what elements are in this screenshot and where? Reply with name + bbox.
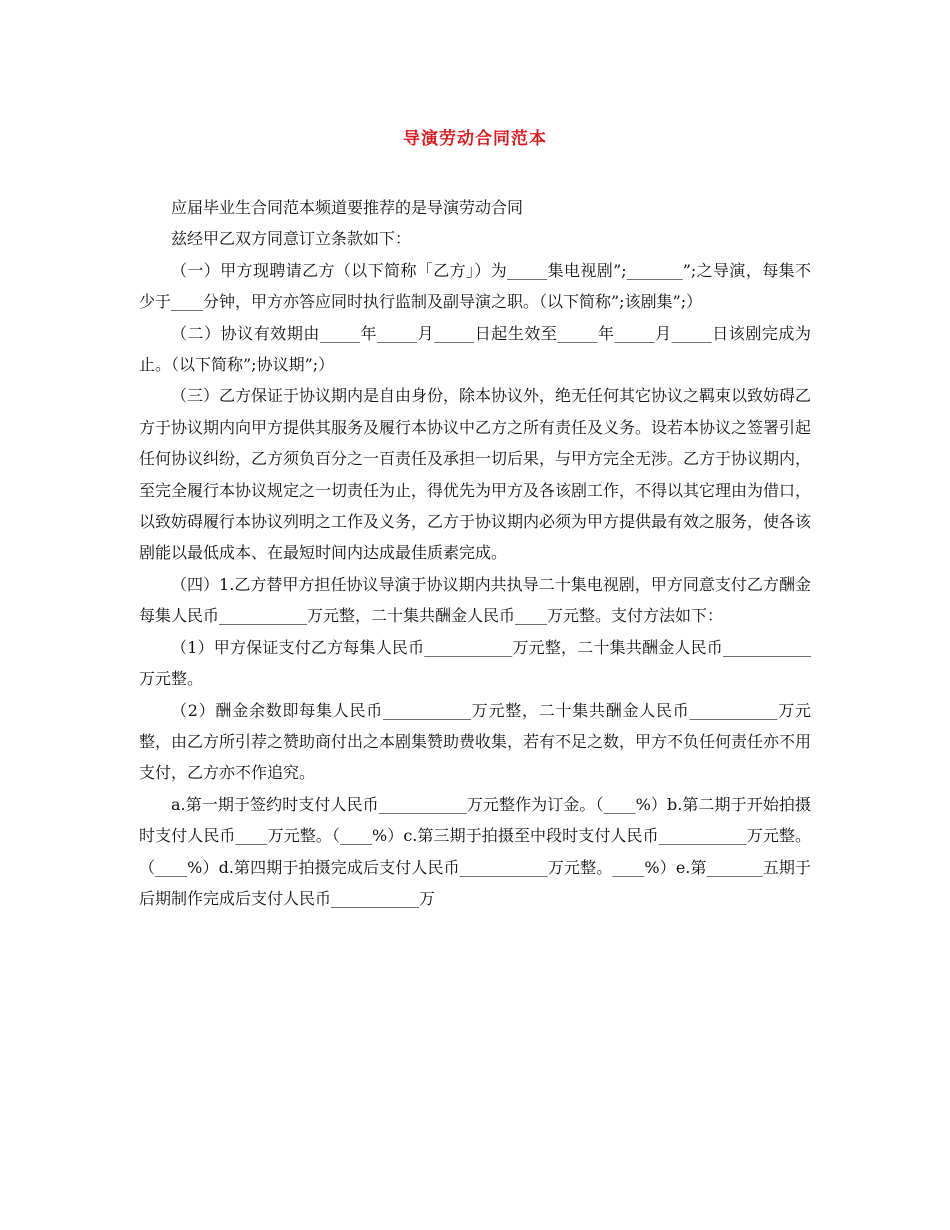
paragraph-intro: 应届毕业生合同范本频道要推荐的是导演劳动合同 [171,198,524,217]
clause-4-item-2: （2）酬金余数即每集人民币___________万元整，二十集共酬金人民币___________万元整，由乙方所引荐之赞助商付出之本剧集赞助费收集，若有不足之数，甲方不负任何责任亦不用支付，乙方亦不作追究。 [139,700,812,783]
clause-4-item-1: （1）甲方保证支付乙方每集人民币___________万元整，二十集共酬金人民币___________万元整。 [139,637,811,689]
document-body [139,192,811,914]
document-title: 导演劳动合同范本 [403,129,547,149]
payment-schedule: a.第一期于签约时支付人民币___________万元整作为订金。（____%）b.第二期于开始拍摄时支付人民币____万元整。（____%）c.第三期于拍摄至中段时支付人民币___________万元整。（____%）d.第四期于拍摄完成后支付人民币___________万元整。____%）e.第_______五期于后期制作完成后支付人民币___________万 [139,794,811,908]
paragraph-agreement-preamble: 兹经甲乙双方同意订立条款如下： [171,229,412,249]
clause-3-exclusivity: （三）乙方保证于协议期内是自由身份，除本协议外，绝无任何其它协议之羁束以致妨碍乙方于协议期内向甲方提供其服务及履行本协议中乙方之所有责任及义务。设若本协议之签署引起任何协议纠纷，乙方须负百分之一百责任及承担一切后果，与甲方完全无涉。乙方于协议期内，至完全履行本协议规定之一切责任为止，得优先为甲方及各该剧工作，不得以其它理由为借口，以致妨碍履行本协议列明之工作及义务，乙方于协议期内必须为甲方提供最有效之服务，使各该剧能以最低成本、在最短时间内达成最佳质素完成。 [139,386,812,563]
clause-2-term: （二）协议有效期由_____年_____月_____日起生效至_____年_____月_____日该剧完成为止。（以下简称”;协议期”;） [139,323,811,375]
clause-1-appointment: （一）甲方现聘请乙方（以下简称「乙方」）为_____集电视剧”;_______”;之导演，每集不少于____分钟，甲方亦答应同时执行监制及副导演之职。（以下简称”;该剧集”;） [139,260,811,312]
clause-4-remuneration: （四）1.乙方替甲方担任协议导演于协议期内共执导二十集电视剧，甲方同意支付乙方酬金每集人民币___________万元整，二十集共酬金人民币____万元整。支付方法如下： [139,574,811,626]
